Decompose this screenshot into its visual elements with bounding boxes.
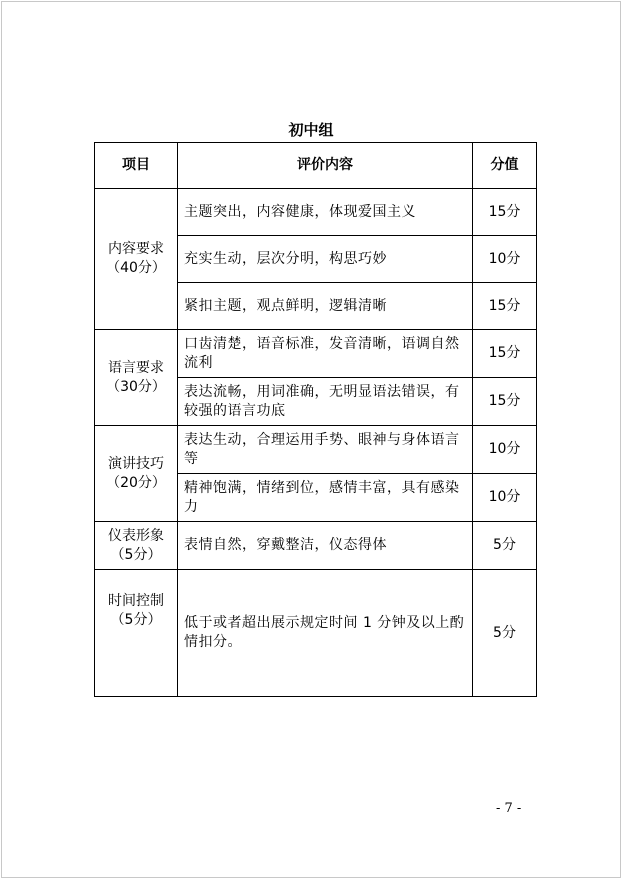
score-cell: 5分: [473, 570, 537, 697]
item-name: 仪表形象: [108, 527, 164, 544]
item-points: （40分）: [106, 260, 166, 276]
table-row: [95, 189, 537, 236]
header-content: 评价内容: [178, 143, 473, 189]
table-row: [95, 330, 537, 378]
content-cell: 表达流畅，用词准确，无明显语法错误，有较强的语言功底: [178, 378, 473, 426]
content-cell: 充实生动，层次分明，构思巧妙: [178, 236, 473, 283]
evaluation-table: [94, 142, 537, 697]
content-cell: 主题突出，内容健康，体现爱国主义: [178, 189, 473, 236]
score-cell: 15分: [473, 378, 537, 426]
item-name: 演讲技巧: [108, 455, 164, 472]
table-row: [95, 426, 537, 474]
content-cell: 口齿清楚，语音标准，发音清晰，语调自然流利: [178, 330, 473, 378]
item-cell-time-control: [95, 570, 178, 697]
score-cell: 10分: [473, 236, 537, 283]
table-title: 初中组: [288, 121, 334, 139]
item-name: 语言要求: [108, 359, 164, 376]
page-number: - 7 -: [496, 801, 522, 816]
score-cell: 15分: [473, 283, 537, 330]
score-cell: 10分: [473, 426, 537, 474]
table-row: [95, 570, 537, 697]
item-cell-content-requirements: [95, 189, 178, 330]
header-row: [95, 143, 537, 189]
item-points: （5分）: [110, 612, 162, 628]
content-cell: 低于或者超出展示规定时间 1 分钟及以上酌情扣分。: [178, 570, 473, 697]
item-cell-language-requirements: [95, 330, 178, 426]
item-cell-speech-skills: [95, 426, 178, 522]
score-cell: 15分: [473, 330, 537, 378]
content-cell: 表达生动，合理运用手势、眼神与身体语言等: [178, 426, 473, 474]
item-points: （5分）: [110, 546, 162, 563]
content-cell: 精神饱满，情绪到位，感情丰富，具有感染力: [178, 474, 473, 522]
item-name: 内容要求: [108, 241, 164, 257]
item-name: 时间控制: [108, 593, 164, 609]
score-cell: 5分: [473, 522, 537, 570]
header-item: 项目: [95, 143, 178, 189]
table-row: [95, 522, 537, 570]
score-cell: 10分: [473, 474, 537, 522]
content-cell: 紧扣主题，观点鲜明，逻辑清晰: [178, 283, 473, 330]
score-cell: 15分: [473, 189, 537, 236]
item-points: （20分）: [106, 474, 166, 491]
content-cell: 表情自然，穿戴整洁，仪态得体: [178, 522, 473, 570]
item-cell-appearance: [95, 522, 178, 570]
item-points: （30分）: [106, 378, 166, 395]
header-score: 分值: [473, 143, 537, 189]
